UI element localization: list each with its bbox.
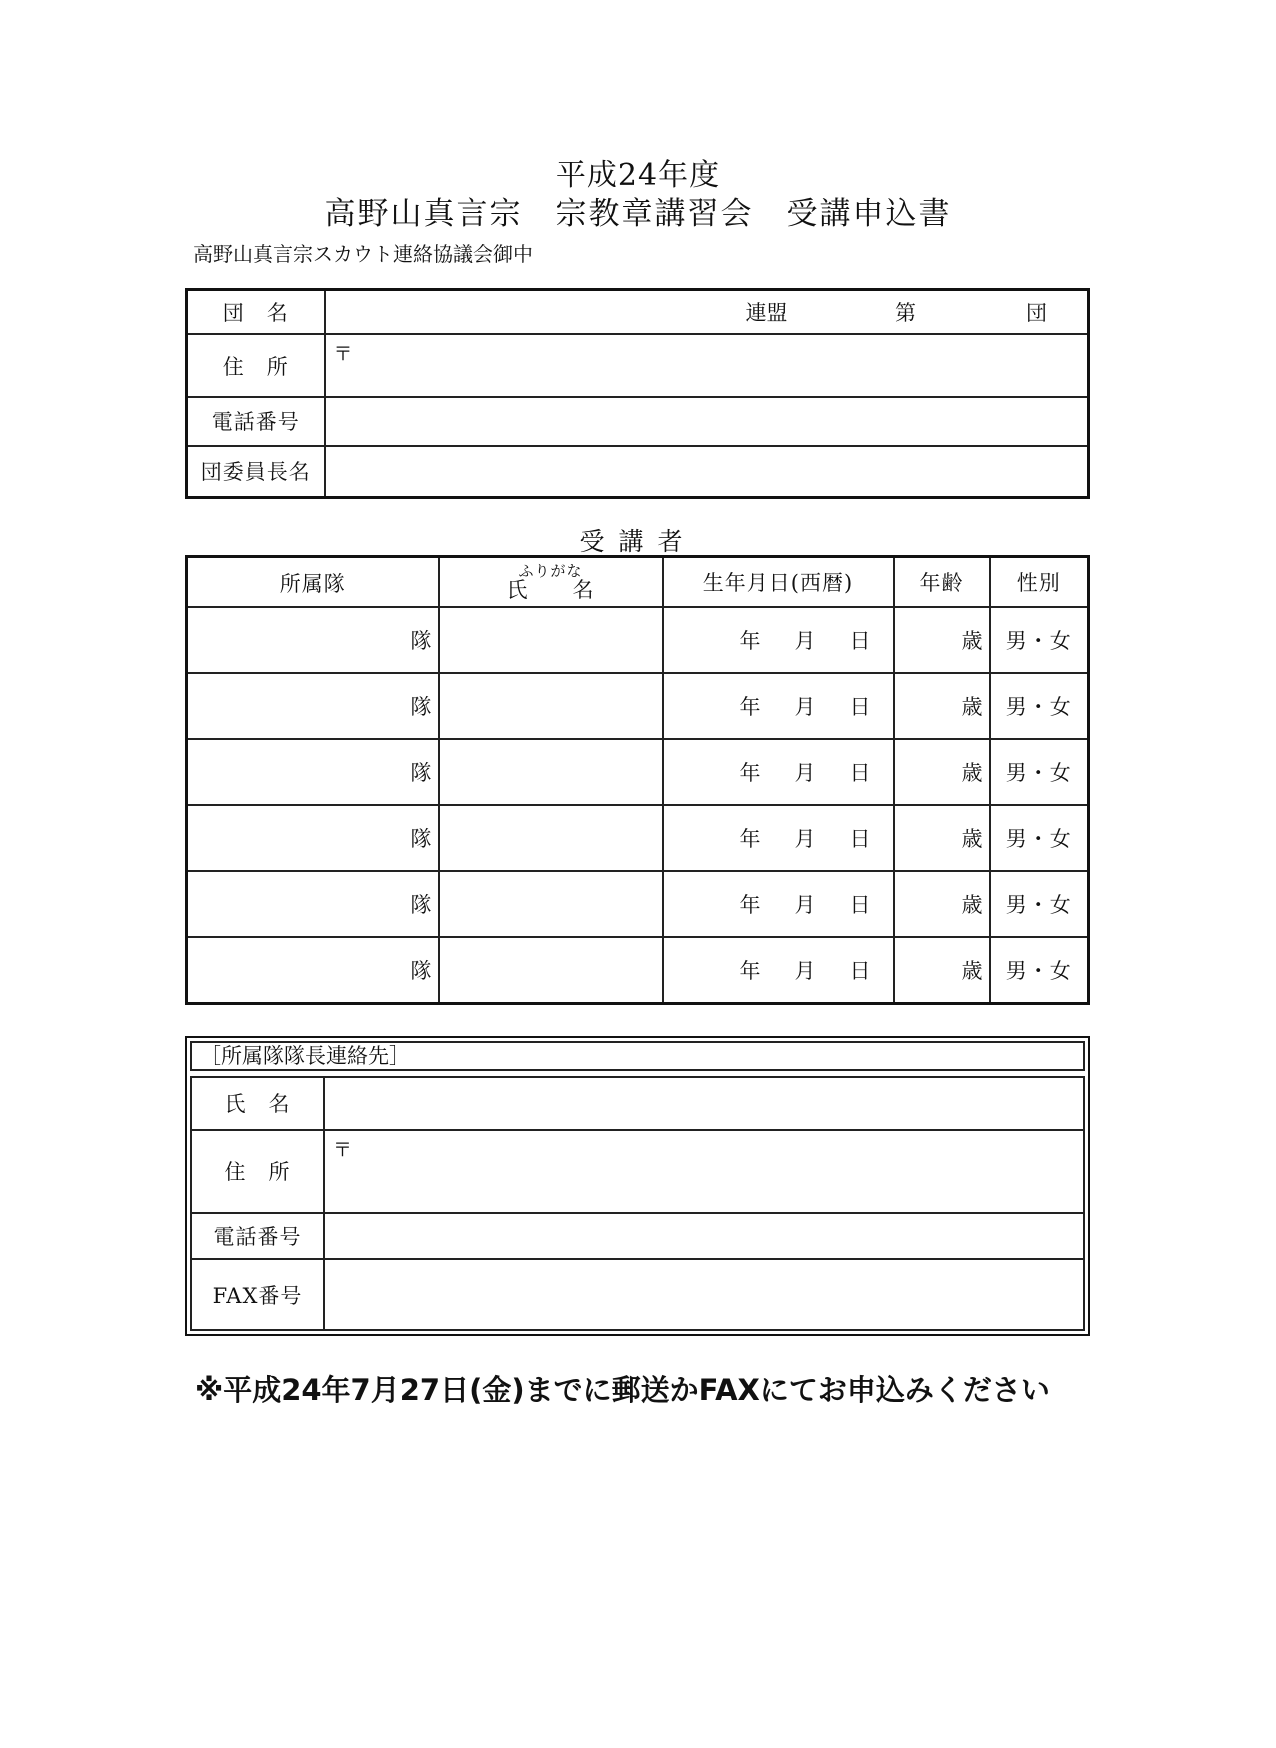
age-suffix: 歳 xyxy=(961,893,983,918)
group-address-field[interactable] xyxy=(325,334,1089,397)
age-field[interactable] xyxy=(894,607,990,673)
month-suffix: 月 xyxy=(794,694,816,719)
name-field[interactable] xyxy=(439,673,663,739)
renmei-label: 連盟 xyxy=(745,301,788,326)
dob-field[interactable] xyxy=(663,739,894,805)
month-suffix: 月 xyxy=(794,827,816,852)
chair-name-field[interactable] xyxy=(325,446,1089,498)
age-field[interactable] xyxy=(894,937,990,1003)
year-suffix: 年 xyxy=(739,827,761,852)
unit-header: 所属隊 xyxy=(187,557,439,607)
day-suffix: 日 xyxy=(849,760,871,785)
postal-mark: 〒 xyxy=(333,1138,353,1161)
unit-field[interactable] xyxy=(187,937,439,1003)
age-suffix: 歳 xyxy=(961,628,983,653)
name-header xyxy=(439,557,663,607)
unit-suffix: 隊 xyxy=(410,959,432,984)
dob-field[interactable] xyxy=(663,607,894,673)
name-field[interactable] xyxy=(439,871,663,937)
name-field[interactable] xyxy=(439,937,663,1003)
table-row xyxy=(187,739,1089,805)
leader-name-label: 氏 名 xyxy=(191,1077,324,1130)
dob-field[interactable] xyxy=(663,805,894,871)
sex-option[interactable]: 男・女 xyxy=(990,607,1089,673)
age-suffix: 歳 xyxy=(961,694,983,719)
table-row xyxy=(187,805,1089,871)
unit-field[interactable] xyxy=(187,805,439,871)
leader-contact-table xyxy=(190,1076,1085,1331)
addressee: 高野山真言宗スカウト連絡協議会御中 xyxy=(193,242,533,266)
year-suffix: 年 xyxy=(739,760,761,785)
month-suffix: 月 xyxy=(794,628,816,653)
participants-table xyxy=(185,555,1090,1005)
chair-name-label: 団委員長名 xyxy=(187,446,325,498)
age-suffix: 歳 xyxy=(961,959,983,984)
unit-field[interactable] xyxy=(187,871,439,937)
year-suffix: 年 xyxy=(739,694,761,719)
dob-field[interactable] xyxy=(663,673,894,739)
postal-mark: 〒 xyxy=(333,343,353,366)
age-suffix: 歳 xyxy=(961,827,983,852)
leader-phone-field[interactable] xyxy=(324,1213,1084,1260)
age-field[interactable] xyxy=(894,871,990,937)
unit-suffix: 隊 xyxy=(410,694,432,719)
name-field[interactable] xyxy=(439,607,663,673)
year-suffix: 年 xyxy=(739,893,761,918)
group-name-field[interactable] xyxy=(325,290,1089,335)
day-suffix: 日 xyxy=(849,628,871,653)
name-field[interactable] xyxy=(439,739,663,805)
age-field[interactable] xyxy=(894,739,990,805)
dai-label: 第 xyxy=(895,301,916,326)
group-phone-label: 電話番号 xyxy=(187,397,325,446)
dob-field[interactable] xyxy=(663,937,894,1003)
table-row xyxy=(187,673,1089,739)
sex-header: 性別 xyxy=(990,557,1089,607)
sex-option[interactable]: 男・女 xyxy=(990,937,1089,1003)
participants-title: 受講者 xyxy=(579,527,697,556)
leader-contact-title: ［所属隊隊長連絡先］ xyxy=(190,1041,1085,1071)
day-suffix: 日 xyxy=(849,827,871,852)
name-field[interactable] xyxy=(439,805,663,871)
group-name-label: 団 名 xyxy=(187,290,325,335)
dob-field[interactable] xyxy=(663,871,894,937)
year-title: 平成24年度 xyxy=(555,158,721,193)
leader-fax-field[interactable] xyxy=(324,1259,1084,1330)
year-suffix: 年 xyxy=(739,628,761,653)
dan-label: 団 xyxy=(1026,301,1047,326)
unit-suffix: 隊 xyxy=(410,893,432,918)
dob-header: 生年月日(西暦) xyxy=(663,557,894,607)
age-field[interactable] xyxy=(894,673,990,739)
table-row xyxy=(187,937,1089,1003)
leader-address-label: 住 所 xyxy=(191,1130,324,1213)
sex-option[interactable]: 男・女 xyxy=(990,871,1089,937)
unit-field[interactable] xyxy=(187,673,439,739)
leader-phone-label: 電話番号 xyxy=(191,1213,324,1260)
leader-address-field[interactable] xyxy=(324,1130,1084,1213)
sex-option[interactable]: 男・女 xyxy=(990,805,1089,871)
month-suffix: 月 xyxy=(794,959,816,984)
sex-option[interactable]: 男・女 xyxy=(990,673,1089,739)
table-row xyxy=(187,607,1089,673)
month-suffix: 月 xyxy=(794,893,816,918)
unit-suffix: 隊 xyxy=(410,628,432,653)
unit-field[interactable] xyxy=(187,607,439,673)
day-suffix: 日 xyxy=(849,893,871,918)
day-suffix: 日 xyxy=(849,694,871,719)
leader-fax-label: FAX番号 xyxy=(191,1259,324,1330)
day-suffix: 日 xyxy=(849,959,871,984)
age-field[interactable] xyxy=(894,805,990,871)
unit-suffix: 隊 xyxy=(410,827,432,852)
table-row xyxy=(187,871,1089,937)
group-info-table xyxy=(185,288,1090,499)
group-phone-field[interactable] xyxy=(325,397,1089,446)
month-suffix: 月 xyxy=(794,760,816,785)
age-header: 年齢 xyxy=(894,557,990,607)
name-label: 氏 名 xyxy=(506,577,595,602)
deadline-notice: ※平成24年7月27日(金)までに郵送かFAXにてお申込みください xyxy=(195,1373,1050,1407)
group-address-label: 住 所 xyxy=(187,334,325,397)
leader-name-field[interactable] xyxy=(324,1077,1084,1130)
unit-suffix: 隊 xyxy=(410,760,432,785)
sex-option[interactable]: 男・女 xyxy=(990,739,1089,805)
age-suffix: 歳 xyxy=(961,760,983,785)
furigana-label: ふりがな xyxy=(518,561,583,580)
unit-field[interactable] xyxy=(187,739,439,805)
main-title: 高野山真言宗 宗教章講習会 受講申込書 xyxy=(324,196,952,232)
year-suffix: 年 xyxy=(739,959,761,984)
